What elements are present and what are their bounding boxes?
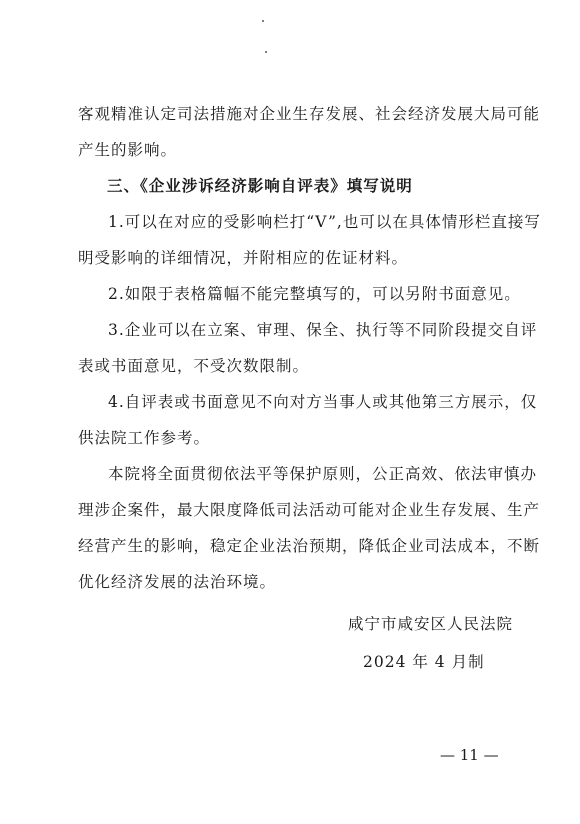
closing-paragraph-line: 经营产生的影响，稳定企业法治预期，降低企业司法成本，不断 — [78, 537, 541, 555]
list-item-4: 4.自评表或书面意见不向对方当事人或其他第三方展示，仅 — [108, 393, 538, 411]
closing-paragraph-line: 理涉企案件，最大限度降低司法活动可能对企业生存发展、生产 — [78, 501, 541, 519]
section-heading: 三、《企业涉诉经济影响自评表》填写说明 — [107, 177, 413, 195]
paragraph-line: 客观精准认定司法措施对企业生存发展、社会经济发展大局可能 — [78, 105, 541, 123]
list-item-4-continued: 供法院工作参考。 — [78, 429, 211, 447]
closing-paragraph-line: 优化经济发展的法治环境。 — [78, 573, 277, 591]
list-item-3: 3.企业可以在立案、审理、保全、执行等不同阶段提交自评 — [108, 321, 538, 339]
paragraph-line: 产生的影响。 — [78, 141, 178, 159]
scan-speck — [262, 20, 264, 22]
list-item-1: 1.可以在对应的受影响栏打“V”,也可以在具体情形栏直接写 — [108, 213, 541, 231]
list-item-3-continued: 表或书面意见，不受次数限制。 — [78, 357, 310, 375]
court-signature: 咸宁市咸安区人民法院 — [348, 615, 514, 633]
issue-date: 2024 年 4 月制 — [363, 653, 485, 671]
closing-paragraph: 本院将全面贯彻依法平等保护原则，公正高效、依法审慎办 — [108, 465, 538, 483]
page-number: — 11 — — [440, 746, 499, 764]
scan-speck — [265, 51, 267, 53]
list-item-1-continued: 明受影响的详细情况，并附相应的佐证材料。 — [78, 249, 409, 267]
list-item-2: 2.如限于表格篇幅不能完整填写的，可以另附书面意见。 — [108, 285, 521, 303]
